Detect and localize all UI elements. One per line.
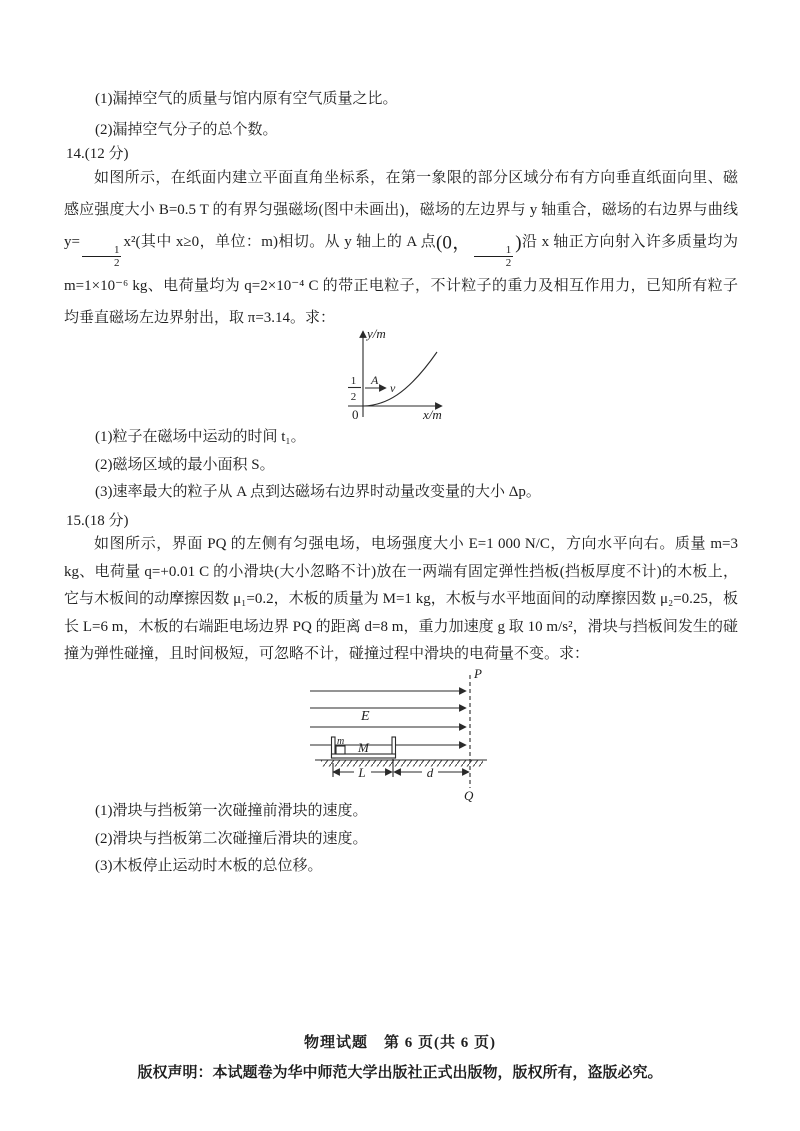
- figure-15-board-field-diagram: [295, 660, 505, 808]
- fraction-denominator: 2: [113, 257, 120, 270]
- slider-block: [336, 746, 345, 754]
- question-item: (3)速率最大的粒子从 A 点到达磁场右边界时动量改变量的大小 Δp。: [95, 484, 541, 500]
- board-mass-label: M: [358, 740, 369, 755]
- para-text: 如图所示，在纸面内建立平面直角坐标系，在第一象限的部分区域分布有方向垂直纸面向里、磁感应强度大小 B=0.5 T 的有界匀强磁场(图中未画出)，磁场的左边界与 y 轴重合，磁场的右边界与曲线 y=: [64, 170, 738, 250]
- copyright-notice: 版权声明：本试题卷为华中师范大学出版社正式出版物，版权所有，盗版必究。: [137, 1065, 663, 1081]
- question-item: (1)漏掉空气的质量与馆内原有空气质量之比。: [95, 91, 398, 107]
- problem-14-questions: [64, 424, 738, 507]
- coordinate-paren-close: ): [515, 232, 522, 254]
- point-q-label: Q: [464, 788, 474, 803]
- fraction-one-half: [82, 244, 122, 270]
- para-text: 沿 x 轴正方向射入许多质量均为 m=1×10⁻⁶ kg、电荷量均为 q=2×10⁻⁴ C 的带正电粒子，不计粒子的重力及相互作用力，已知所有粒子均垂直磁场左边界射出，取 π=3.14。求：: [64, 234, 738, 327]
- field-strength-label: E: [361, 709, 370, 724]
- question-item: (2)滑块与挡板第二次碰撞后滑块的速度。: [95, 830, 368, 847]
- origin-label: 0: [352, 407, 359, 422]
- problem-15-questions: [64, 798, 738, 881]
- tick-fraction-numerator: 1: [350, 375, 357, 387]
- figure-14-parabola-diagram: [345, 325, 450, 425]
- figure-14-axes: [348, 331, 442, 417]
- fraction-one-half: [474, 244, 514, 270]
- fraction-denominator: 2: [505, 257, 512, 270]
- y-axis-label: y/m: [367, 326, 386, 341]
- figure-15-geometry: [310, 675, 487, 788]
- board-length-label: L: [358, 765, 366, 780]
- problem-15-paragraph: 如图所示，界面 PQ 的左侧有匀强电场，电场强度大小 E=1 000 N/C，方向水平向右。质量 m=3 kg、电荷量 q=+0.01 C 的小滑块(大小忽略不计)放在一两端有固定弹性挡板(挡板厚度不计)的木板上，它与木板间的动摩擦因数 μ₁=0.2，木板的质量为 M=1 kg，木板与水平地面间的动摩擦因数 μ₂=0.25，板长 L=6 m，木板的右端距电场边界 PQ 的距离 d=8 m，重力加速度 g 取 10 m/s²，滑块与挡板间发生的碰撞为弹性碰撞，且时间极短，可忽略不计，碰撞过程中滑块的电荷量不变。求：: [64, 536, 738, 662]
- velocity-label: v: [390, 381, 396, 395]
- question-item: (1)粒子在磁场中运动的时间 t₁。: [95, 429, 306, 445]
- point-a-label: A: [371, 373, 379, 387]
- question-item: (2)磁场区域的最小面积 S。: [95, 456, 275, 473]
- slider-mass-label: m: [337, 736, 345, 747]
- question-item: (2)漏掉空气分子的总个数。: [95, 122, 278, 138]
- question-item: (3)木板停止运动时木板的总位移。: [95, 858, 323, 874]
- problem-14-paragraph: [64, 162, 738, 334]
- x-axis-label: x/m: [423, 407, 442, 422]
- previous-problem-questions: [64, 84, 738, 146]
- point-p-label: P: [474, 666, 482, 681]
- para-text: x²(其中 x≥0，单位：m)相切。从 y 轴上的 A 点: [123, 234, 437, 250]
- ground-hatching: [321, 761, 483, 767]
- tick-fraction-denominator: 2: [350, 391, 357, 403]
- fraction-numerator: 1: [474, 244, 514, 258]
- distance-label: d: [426, 765, 434, 780]
- fraction-numerator: 1: [82, 244, 122, 258]
- question-item: (1)滑块与挡板第一次碰撞前滑块的速度。: [95, 803, 368, 819]
- problem-14-number: 14.(12 分): [66, 146, 129, 162]
- problem-15-number: 15.(18 分): [66, 513, 129, 529]
- footer-page-number: 物理试题 第 6 页(共 6 页): [304, 1035, 496, 1051]
- coordinate-paren-open: (0，: [436, 232, 472, 254]
